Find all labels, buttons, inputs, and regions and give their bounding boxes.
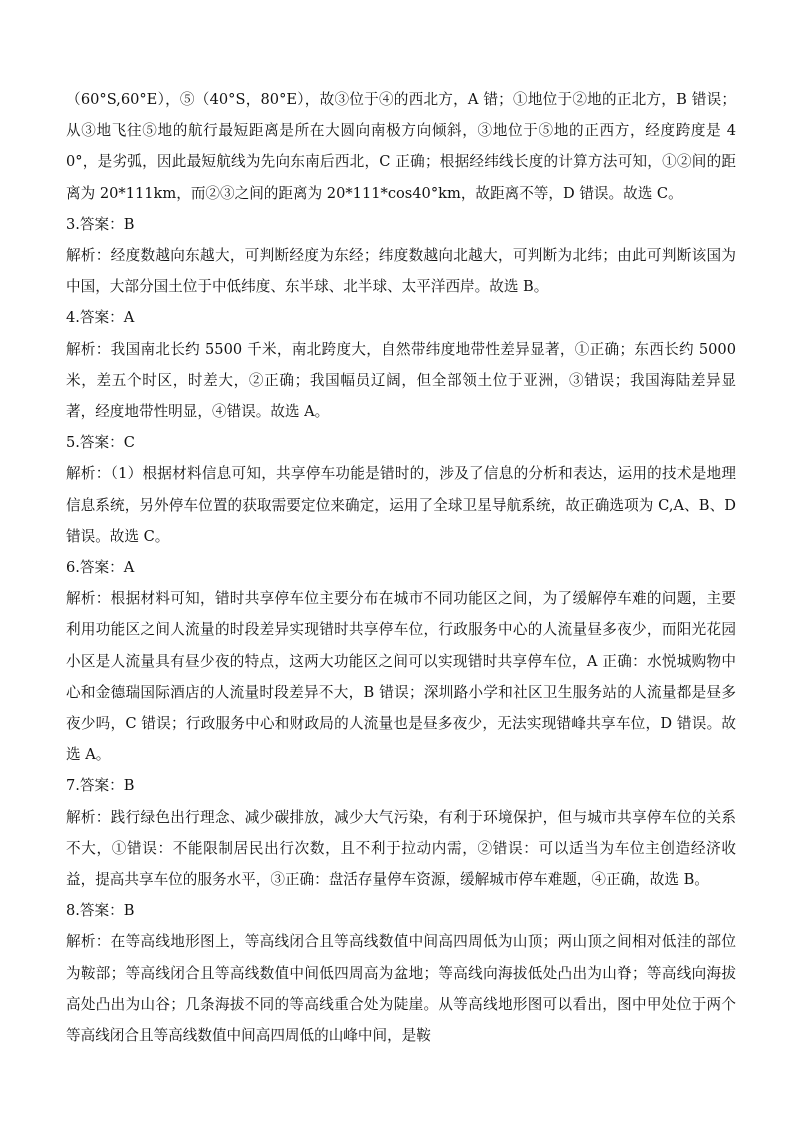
answer-item-5: [66, 427, 736, 552]
answer-item-8: [66, 895, 736, 1051]
answer-heading: 5.答案：C: [66, 434, 135, 452]
analysis-paragraph: 解析：践行绿色出行理念、减少碳排放，减少大气污染，有利于环境保护，但与城市共享停车位的关系不大，①错误：不能限制居民出行次数，且不利于拉动内需，②错误：可以适当为车位主创造经济收益，提高共享车位的服务水平，③正确：盘活存量停车资源，缓解城市停车难题，④正确，故选 B。: [66, 808, 736, 889]
answer-item-6: [66, 552, 736, 770]
answer-item-3: [66, 209, 736, 303]
analysis-paragraph: 解析：我国南北长约 5500 千米，南北跨度大，自然带纬度地带性差异显著，①正确；东西长约 5000 米，差五个时区，时差大，②正确；我国幅员辽阔，但全部领土位于亚洲，③错误；我国海陆差异显著，经度地带性明显，④错误。故选 A。: [66, 340, 736, 421]
analysis-paragraph: 解析：经度数越向东越大，可判断经度为东经；纬度数越向北越大，可判断为北纬；由此可判断该国为中国，大部分国土位于中低纬度、东半球、北半球、太平洋西岸。故选 B。: [66, 247, 736, 296]
analysis-paragraph: 解析：在等高线地形图上，等高线闭合且等高线数值中间高四周低为山顶；两山顶之间相对低洼的部位为鞍部；等高线闭合且等高线数值中间低四周高为盆地；等高线向海拔低处凸出为山脊；等高线向海拔高处凸出为山谷；几条海拔不同的等高线重合处为陡崖。从等高线地形图可以看出，图中甲处位于两个等高线闭合且等高线数值中间高四周低的山峰中间，是鞍: [66, 933, 736, 1045]
answer-document: [66, 84, 736, 1051]
answer-heading: 3.答案：B: [66, 215, 135, 233]
intro-paragraph: （60°S,60°E），⑤（40°S，80°E），故③位于④的西北方，A 错；①地位于②地的正北方，B 错误；从③地飞往⑤地的航行最短距离是所在大圆向南极方向倾斜，③地位于⑤地的正西方，经度跨度是 40°，是劣弧，因此最短航线为先向东南后西北，C 正确；根据经纬线长度的计算方法可知，①②间的距离为 20*111km，而②③之间的距离为 20*111*cos40°km，故距离不等，D 错误。故选 C。: [66, 91, 736, 202]
answer-heading: 8.答案：B: [66, 902, 135, 920]
answer-heading: 6.答案：A: [66, 559, 135, 577]
answer-heading: 7.答案：B: [66, 777, 135, 795]
answer-heading: 4.答案：A: [66, 309, 135, 327]
answer-item-7: [66, 770, 736, 895]
analysis-paragraph: 解析：（1）根据材料信息可知，共享停车功能是错时的，涉及了信息的分析和表达，运用的技术是地理信息系统，另外停车位置的获取需要定位来确定，运用了全球卫星导航系统，故正确选项为 C,A、B、D 错误。故选 C。: [66, 465, 736, 545]
analysis-paragraph: 解析：根据材料可知，错时共享停车位主要分布在城市不同功能区之间，为了缓解停车难的问题，主要利用功能区之间人流量的时段差异实现错时共享停车位，行政服务中心的人流量昼多夜少，而阳光花园小区是人流量具有昼少夜的特点，这两大功能区之间可以实现错时共享停车位，A 正确：水悦城购物中心和金德瑞国际酒店的人流量时段差异不大，B 错误；深圳路小学和社区卫生服务站的人流量都是昼多夜少吗，C 错误；行政服务中心和财政局的人流量也是昼多夜少，无法实现错峰共享车位，D 错误。故选 A。: [66, 590, 736, 764]
answer-item-4: [66, 302, 736, 427]
